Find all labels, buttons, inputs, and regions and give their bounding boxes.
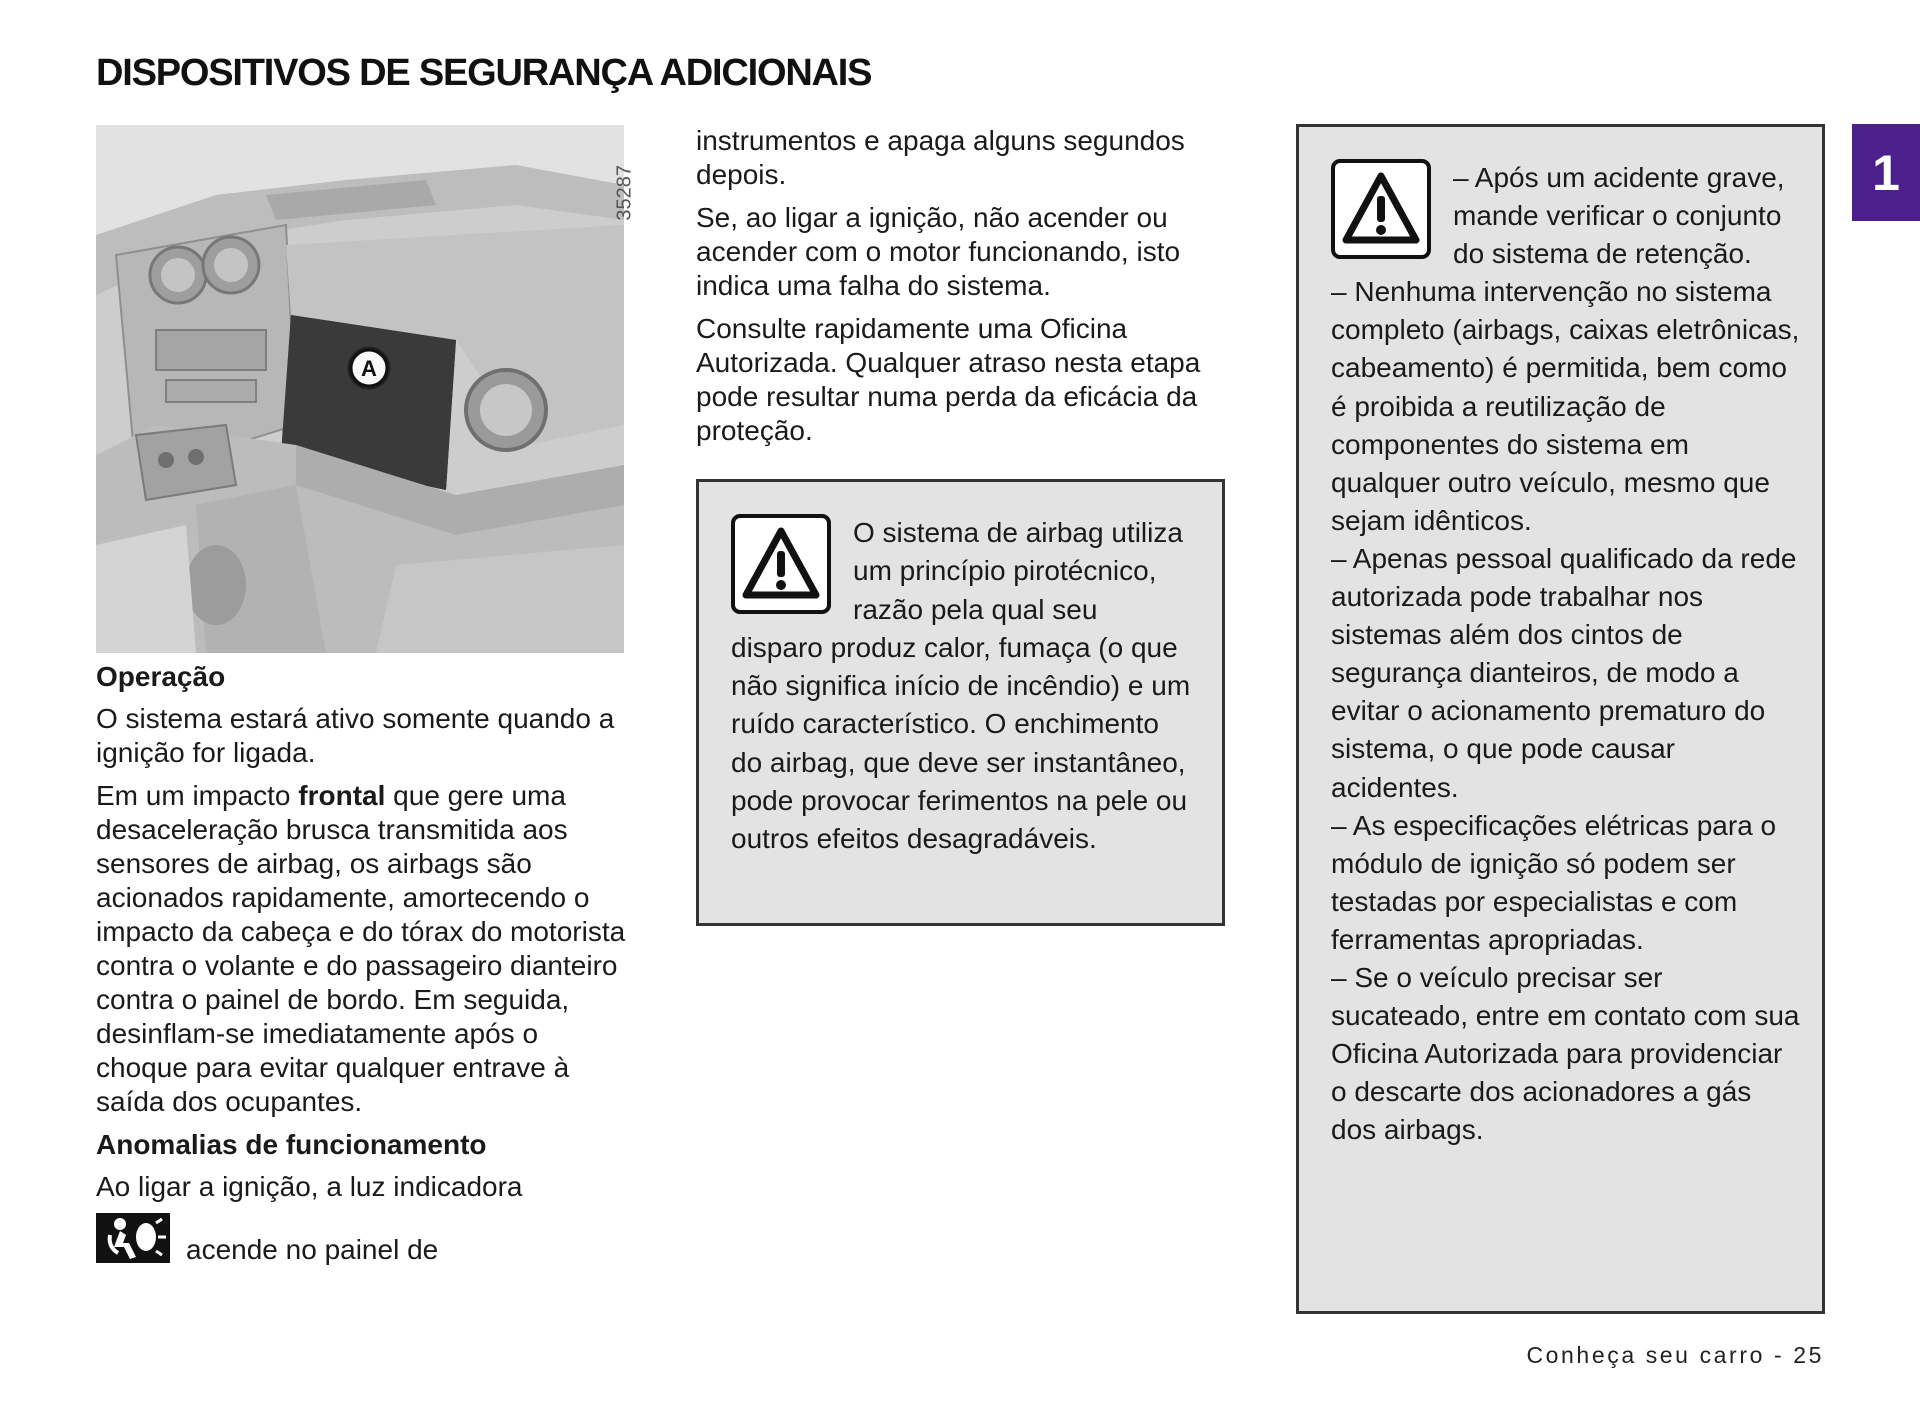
operation-paragraph-1: O sistema estará ativo somente quando a ignição for ligada.	[96, 703, 615, 768]
anomalies-after-icon: acende no painel de	[186, 1234, 439, 1265]
operation-section	[96, 660, 636, 1265]
warning-box-2-item: – Apenas pessoal qualificado da rede autorizada pode trabalhar nos sistemas além dos cintos de segurança dianteiros, de modo a evitar o acionamento prematuro do sistema, o que pode causar acidentes.	[1331, 542, 1797, 803]
callout-a-label: A	[361, 356, 377, 381]
anomalies-paragraph-3: Consulte rapidamente uma Oficina Autorizada. Qualquer atraso nesta etapa pode resultar numa perda da eficácia da proteção.	[696, 313, 1201, 446]
warning-box-pyrotechnic	[696, 479, 1225, 926]
page-footer: Conheça seu carro - 25	[1526, 1342, 1824, 1368]
anomalies-continued	[696, 124, 1236, 457]
warning-box-2-item: – As especificações elétricas para o módulo de ignição só podem ser testadas por especialistas e com ferramentas apropriadas.	[1331, 809, 1777, 955]
warning-box-1-text: O sistema de airbag utiliza um princípio pirotécnico, razão pela qual seu disparo produz calor, fumaça (o que não significa início de incêndio) e um ruído característico. O enchimento do airbag, que deve ser instantâneo, pode provocar ferimentos na pele ou outros efeitos desagradáveis.	[731, 517, 1191, 855]
dashboard-drawing	[96, 125, 624, 653]
warning-box-system-restrictions	[1296, 124, 1825, 1314]
operation-heading: Operação	[96, 661, 226, 692]
operation-p2-after: que gere uma desaceleração brusca transmitida aos sensores de airbag, os airbags são acionados rapidamente, amortecendo o impacto da cabeça e do tórax do motorista contra o volante e do passageiro dianteiro contra o painel de bordo. Em seguida, desinflam-se imediatamente após o choque para evitar qualquer entrave à saída dos ocupantes.	[96, 780, 626, 1117]
anomalies-heading: Anomalias de funcionamento	[96, 1129, 487, 1160]
anomalies-paragraph-2: Se, ao ligar a ignição, não acender ou acender com o motor funcionando, isto indica uma falha do sistema.	[696, 202, 1181, 301]
warning-triangle-icon	[731, 514, 831, 614]
dashboard-illustration	[96, 125, 636, 653]
operation-paragraph-2	[96, 779, 636, 1119]
warning-box-2-item: – Nenhuma intervenção no sistema completo (airbags, caixas eletrônicas, cabeamento) é permitida, bem como é proibida a reutilização de componentes do sistema em qualquer outro veículo, mesmo que sejam idênticos.	[1331, 276, 1800, 536]
figure-number: 35287	[614, 165, 636, 221]
warning-box-2-item: – Se o veículo precisar ser sucateado, entre em contato com sua Oficina Autorizada para providenciar o descarte dos acionadores a gás dos airbags.	[1331, 961, 1800, 1146]
anomalies-paragraph-1: Ao ligar a ignição, a luz indicadora	[96, 1171, 523, 1202]
warning-triangle-icon	[1331, 159, 1431, 259]
chapter-tab: 1	[1852, 124, 1920, 221]
indicator-row	[96, 1213, 636, 1265]
callout-a-marker	[349, 348, 389, 388]
anomalies-continued-text: instrumentos e apaga alguns segundos depois.	[696, 125, 1185, 190]
warning-box-2-item: – Após um acidente grave, mande verificar o conjunto do sistema de retenção.	[1453, 162, 1785, 270]
airbag-warning-icon	[96, 1213, 170, 1263]
operation-p2-bold: frontal	[298, 780, 386, 811]
operation-p2-before: Em um impacto	[96, 780, 299, 811]
page-title: DISPOSITIVOS DE SEGURANÇA ADICIONAIS	[96, 52, 872, 94]
